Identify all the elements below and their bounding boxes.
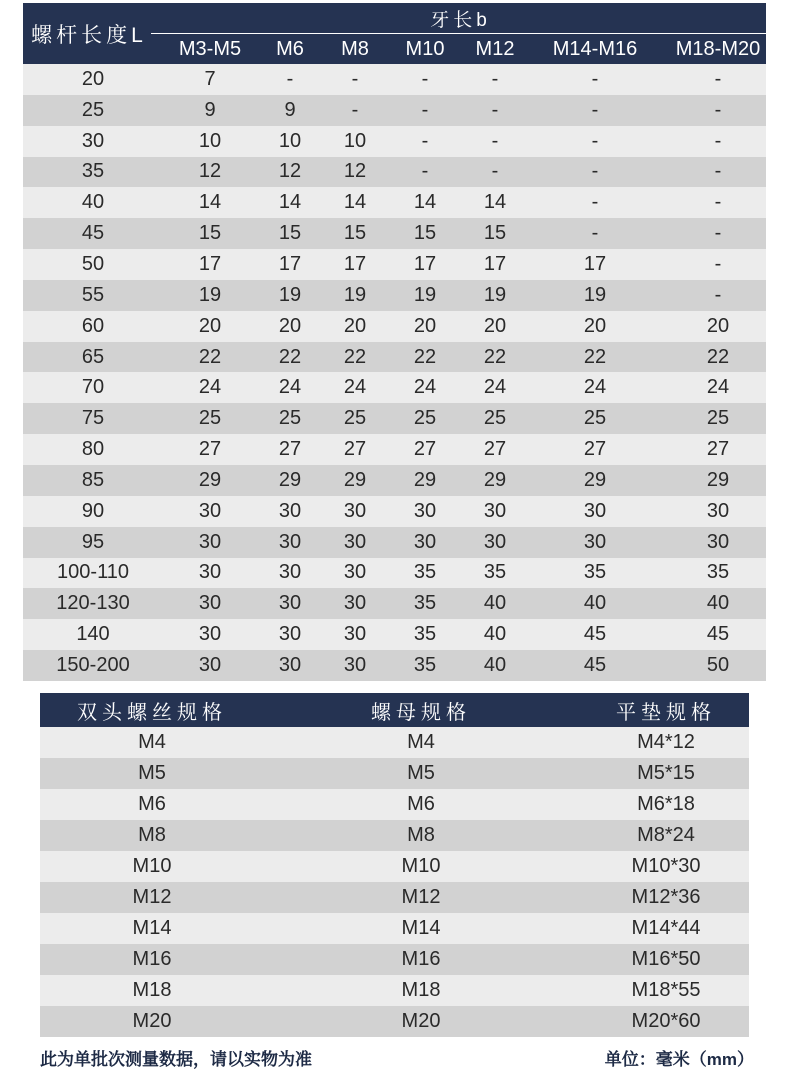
spec-cell: M5 bbox=[407, 762, 435, 784]
thread-length-table bbox=[23, 3, 766, 681]
unit-label: 单位：毫米（mm） bbox=[604, 1050, 754, 1069]
spec-cell: M18 bbox=[401, 979, 441, 1001]
thread-length-cell: 30 bbox=[343, 592, 367, 615]
thread-length-cell: 30 bbox=[198, 623, 222, 646]
thread-length-cell: 30 bbox=[343, 561, 367, 584]
length-cell: 60 bbox=[81, 314, 105, 337]
table-header bbox=[40, 693, 749, 727]
thread-length-cell: 30 bbox=[413, 530, 437, 553]
spec-cell: M20 bbox=[132, 1010, 172, 1032]
thread-length-cell: 20 bbox=[198, 314, 222, 337]
thread-length-cell: 10 bbox=[343, 129, 367, 152]
thread-length-cell: 19 bbox=[278, 283, 302, 306]
thread-length-cell: 22 bbox=[343, 345, 367, 368]
thread-length-cell: 45 bbox=[583, 653, 607, 676]
table-header bbox=[23, 3, 766, 64]
thread-length-cell: - bbox=[421, 98, 429, 121]
thread-length-cell: 9 bbox=[284, 98, 296, 121]
thread-length-cell: 12 bbox=[198, 160, 222, 183]
thread-length-cell: 22 bbox=[583, 345, 607, 368]
thread-length-cell: 30 bbox=[483, 530, 507, 553]
thread-length-cell: 29 bbox=[483, 468, 507, 491]
thread-length-cell: 17 bbox=[483, 252, 507, 275]
spec-cell: M8 bbox=[407, 824, 435, 846]
thread-length-cell: 17 bbox=[343, 252, 367, 275]
thread-length-cell: - bbox=[286, 67, 294, 90]
thread-length-cell: - bbox=[714, 98, 722, 121]
table-row bbox=[40, 1006, 749, 1037]
thread-length-cell: 20 bbox=[706, 314, 730, 337]
thread-length-cell: 45 bbox=[706, 623, 730, 646]
table-row bbox=[23, 126, 766, 157]
thread-length-cell: - bbox=[421, 160, 429, 183]
thread-length-cell: 12 bbox=[343, 160, 367, 183]
thread-length-cell: 17 bbox=[583, 252, 607, 275]
spec-cell: M16 bbox=[401, 948, 441, 970]
thread-length-cell: 27 bbox=[706, 438, 730, 461]
thread-length-cell: 24 bbox=[198, 376, 222, 399]
thread-length-cell: 20 bbox=[583, 314, 607, 337]
length-cell: 30 bbox=[81, 129, 105, 152]
thread-length-cell: - bbox=[421, 129, 429, 152]
spec-cell: M6 bbox=[407, 793, 435, 815]
thread-length-cell: 29 bbox=[706, 468, 730, 491]
thread-length-cell: 24 bbox=[483, 376, 507, 399]
thread-length-cell: 27 bbox=[413, 438, 437, 461]
thread-length-cell: 22 bbox=[706, 345, 730, 368]
thread-length-cell: 15 bbox=[278, 222, 302, 245]
thread-length-cell: - bbox=[591, 67, 599, 90]
spec-cell: M4 bbox=[138, 731, 166, 753]
length-cell: 50 bbox=[81, 252, 105, 275]
thread-length-cell: 25 bbox=[483, 407, 507, 430]
table-row bbox=[40, 882, 749, 913]
thread-length-cell: 22 bbox=[198, 345, 222, 368]
length-cell: 40 bbox=[81, 191, 105, 214]
length-header: 螺杆长度L bbox=[31, 23, 147, 47]
thread-length-cell: - bbox=[714, 191, 722, 214]
thread-length-cell: 24 bbox=[413, 376, 437, 399]
thread-length-cell: 25 bbox=[706, 407, 730, 430]
thread-length-cell: 27 bbox=[483, 438, 507, 461]
thread-length-cell: 30 bbox=[278, 653, 302, 676]
thread-length-cell: 19 bbox=[343, 283, 367, 306]
spec-cell: M10 bbox=[401, 855, 441, 877]
thread-length-cell: - bbox=[591, 98, 599, 121]
thread-length-cell: 40 bbox=[483, 623, 507, 646]
thread-length-cell: 24 bbox=[278, 376, 302, 399]
thread-length-cell: 14 bbox=[483, 191, 507, 214]
thread-length-cell: 20 bbox=[483, 314, 507, 337]
thread-length-cell: 30 bbox=[583, 530, 607, 553]
thread-length-cell: 20 bbox=[343, 314, 367, 337]
table-row bbox=[40, 789, 749, 820]
thread-length-cell: 30 bbox=[343, 623, 367, 646]
thread-length-cell: - bbox=[491, 129, 499, 152]
spec-cell: M12 bbox=[401, 886, 441, 908]
spec-cell: M18 bbox=[132, 979, 172, 1001]
thread-length-cell: 14 bbox=[278, 191, 302, 214]
table-row bbox=[23, 218, 766, 249]
thread-length-cell: 35 bbox=[706, 561, 730, 584]
column-header: M8 bbox=[341, 37, 369, 60]
thread-length-cell: 30 bbox=[343, 653, 367, 676]
spec-cell: M16 bbox=[132, 948, 172, 970]
length-cell: 45 bbox=[81, 222, 105, 245]
thread-length-cell: - bbox=[351, 67, 359, 90]
thread-length-cell: 30 bbox=[278, 561, 302, 584]
thread-length-cell: - bbox=[421, 67, 429, 90]
thread-length-cell: - bbox=[491, 98, 499, 121]
thread-length-cell: 35 bbox=[413, 561, 437, 584]
column-header: M18-M20 bbox=[675, 37, 761, 60]
column-header: M6 bbox=[276, 37, 304, 60]
table-body bbox=[23, 64, 766, 681]
thread-length-cell: 30 bbox=[198, 561, 222, 584]
thread-length-cell: 35 bbox=[413, 623, 437, 646]
length-cell: 20 bbox=[81, 67, 105, 90]
spec-cell: M18*55 bbox=[631, 979, 701, 1001]
spec-cell: M5*15 bbox=[637, 762, 695, 784]
thread-length-cell: 19 bbox=[198, 283, 222, 306]
thread-length-cell: 10 bbox=[278, 129, 302, 152]
thread-length-cell: 40 bbox=[706, 592, 730, 615]
thread-length-cell: 14 bbox=[198, 191, 222, 214]
length-cell: 120-130 bbox=[56, 592, 130, 615]
thread-length-cell: 35 bbox=[413, 653, 437, 676]
table-row bbox=[23, 496, 766, 527]
thread-length-cell: 30 bbox=[483, 499, 507, 522]
thread-length-cell: 22 bbox=[413, 345, 437, 368]
thread-length-cell: 27 bbox=[583, 438, 607, 461]
table-row bbox=[40, 758, 749, 789]
spec-cell: M16*50 bbox=[631, 948, 701, 970]
table-row bbox=[23, 650, 766, 681]
spec-cell: M20 bbox=[401, 1010, 441, 1032]
thread-length-cell: 9 bbox=[204, 98, 216, 121]
thread-length-cell: 30 bbox=[198, 530, 222, 553]
length-cell: 75 bbox=[81, 407, 105, 430]
table-row bbox=[23, 342, 766, 373]
thread-length-cell: - bbox=[351, 98, 359, 121]
spec-cell: M8 bbox=[138, 824, 166, 846]
thread-length-cell: 45 bbox=[583, 623, 607, 646]
thread-length-cell: - bbox=[591, 129, 599, 152]
thread-length-cell: 14 bbox=[343, 191, 367, 214]
thread-length-cell: 30 bbox=[343, 499, 367, 522]
column-header: 双头螺丝规格 bbox=[77, 701, 227, 724]
spec-cell: M10*30 bbox=[631, 855, 701, 877]
thread-length-cell: - bbox=[714, 252, 722, 275]
thread-length-cell: 22 bbox=[483, 345, 507, 368]
thread-length-cell: 30 bbox=[278, 592, 302, 615]
spec-cell: M12*36 bbox=[631, 886, 701, 908]
thread-length-cell: 12 bbox=[278, 160, 302, 183]
thread-length-cell: 29 bbox=[343, 468, 367, 491]
column-header: 螺母规格 bbox=[371, 701, 471, 724]
length-cell: 80 bbox=[81, 438, 105, 461]
thread-length-cell: 25 bbox=[343, 407, 367, 430]
column-header: M12 bbox=[475, 37, 515, 60]
thread-length-cell: 15 bbox=[413, 222, 437, 245]
spec-cell: M12 bbox=[132, 886, 172, 908]
thread-length-cell: - bbox=[714, 67, 722, 90]
thread-length-cell: 25 bbox=[198, 407, 222, 430]
thread-length-cell: 50 bbox=[706, 653, 730, 676]
table-row bbox=[23, 187, 766, 218]
table-row bbox=[23, 434, 766, 465]
thread-length-cell: 30 bbox=[198, 499, 222, 522]
thread-length-cell: 22 bbox=[278, 345, 302, 368]
spec-cell: M14 bbox=[132, 917, 172, 939]
thread-length-cell: 25 bbox=[278, 407, 302, 430]
spec-cell: M8*24 bbox=[637, 824, 695, 846]
thread-length-cell: 29 bbox=[413, 468, 437, 491]
table-row bbox=[40, 944, 749, 975]
length-cell: 65 bbox=[81, 345, 105, 368]
thread-length-cell: 19 bbox=[483, 283, 507, 306]
table-row bbox=[23, 403, 766, 434]
thread-length-cell: 17 bbox=[198, 252, 222, 275]
thread-length-cell: 30 bbox=[278, 499, 302, 522]
thread-length-cell: 30 bbox=[706, 499, 730, 522]
table-row bbox=[23, 249, 766, 280]
spec-cell: M10 bbox=[132, 855, 172, 877]
table-row bbox=[40, 913, 749, 944]
table-row bbox=[23, 527, 766, 558]
table-row bbox=[23, 465, 766, 496]
thread-length-cell: 35 bbox=[413, 592, 437, 615]
thread-length-cell: 30 bbox=[343, 530, 367, 553]
thread-length-cell: 29 bbox=[198, 468, 222, 491]
thread-length-cell: 25 bbox=[413, 407, 437, 430]
thread-length-cell: 17 bbox=[278, 252, 302, 275]
thread-length-cell: 30 bbox=[706, 530, 730, 553]
footer-note: 此为单批次测量数据，请以实物为准 bbox=[40, 1050, 312, 1069]
thread-length-cell: 25 bbox=[583, 407, 607, 430]
thread-length-cell: - bbox=[591, 160, 599, 183]
column-header: M3-M5 bbox=[178, 37, 242, 60]
length-cell: 70 bbox=[81, 376, 105, 399]
thread-length-cell: 15 bbox=[198, 222, 222, 245]
thread-length-cell: 24 bbox=[583, 376, 607, 399]
spec-cell: M4*12 bbox=[637, 731, 695, 753]
thread-length-cell: - bbox=[714, 222, 722, 245]
thread-length-cell: 20 bbox=[278, 314, 302, 337]
thread-length-cell: - bbox=[714, 160, 722, 183]
thread-length-cell: 30 bbox=[198, 653, 222, 676]
length-cell: 140 bbox=[76, 623, 110, 646]
thread-length-cell: 19 bbox=[583, 283, 607, 306]
spec-cell: M6*18 bbox=[637, 793, 695, 815]
length-cell: 90 bbox=[81, 499, 105, 522]
thread-length-cell: 40 bbox=[483, 653, 507, 676]
length-cell: 35 bbox=[81, 160, 105, 183]
table-row bbox=[40, 975, 749, 1006]
table-row bbox=[40, 727, 749, 758]
thread-length-cell: - bbox=[491, 160, 499, 183]
length-cell: 100-110 bbox=[57, 561, 129, 584]
thread-length-cell: - bbox=[714, 283, 722, 306]
thread-length-cell: 30 bbox=[413, 499, 437, 522]
thread-length-cell: - bbox=[714, 129, 722, 152]
thread-length-cell: 35 bbox=[583, 561, 607, 584]
thread-length-cell: 24 bbox=[706, 376, 730, 399]
thread-length-cell: 7 bbox=[204, 67, 216, 90]
table-row bbox=[23, 619, 766, 650]
table-row bbox=[23, 588, 766, 619]
spec-cell: M4 bbox=[407, 731, 435, 753]
spec-cell: M14 bbox=[401, 917, 441, 939]
thread-length-cell: 29 bbox=[278, 468, 302, 491]
thread-length-cell: 20 bbox=[413, 314, 437, 337]
column-header: M10 bbox=[405, 37, 445, 60]
thread-length-cell: 27 bbox=[343, 438, 367, 461]
thread-length-cell: 27 bbox=[198, 438, 222, 461]
spec-cell: M14*44 bbox=[631, 917, 701, 939]
length-cell: 95 bbox=[81, 530, 105, 553]
column-header: M14-M16 bbox=[552, 37, 638, 60]
thread-length-cell: 40 bbox=[583, 592, 607, 615]
table-row bbox=[23, 95, 766, 126]
thread-length-cell: - bbox=[491, 67, 499, 90]
table-row bbox=[23, 558, 766, 589]
length-cell: 85 bbox=[81, 468, 105, 491]
spec-cell: M6 bbox=[138, 793, 166, 815]
table-body bbox=[40, 727, 749, 1037]
spec-cell: M20*60 bbox=[631, 1010, 701, 1032]
thread-length-cell: 35 bbox=[483, 561, 507, 584]
matching-spec-table bbox=[40, 693, 749, 1037]
thread-length-cell: 27 bbox=[278, 438, 302, 461]
thread-length-cell: - bbox=[591, 191, 599, 214]
thread-length-cell: 15 bbox=[483, 222, 507, 245]
size-column-headers bbox=[23, 34, 766, 64]
length-cell: 25 bbox=[81, 98, 105, 121]
length-cell: 55 bbox=[81, 283, 105, 306]
thread-length-cell: 30 bbox=[278, 623, 302, 646]
table-row bbox=[23, 64, 766, 95]
thread-length-header: 牙长b bbox=[430, 10, 491, 31]
table-row bbox=[40, 851, 749, 882]
table-row bbox=[23, 157, 766, 188]
table-row bbox=[23, 311, 766, 342]
thread-length-cell: 10 bbox=[198, 129, 222, 152]
thread-length-cell: 19 bbox=[413, 283, 437, 306]
thread-length-cell: 17 bbox=[413, 252, 437, 275]
thread-length-cell: 40 bbox=[483, 592, 507, 615]
length-cell: 150-200 bbox=[56, 653, 130, 676]
column-header: 平垫规格 bbox=[616, 701, 716, 724]
spec-cell: M5 bbox=[138, 762, 166, 784]
table-row bbox=[23, 372, 766, 403]
thread-length-cell: - bbox=[591, 222, 599, 245]
thread-length-cell: 29 bbox=[583, 468, 607, 491]
thread-length-cell: 30 bbox=[583, 499, 607, 522]
thread-length-cell: 30 bbox=[198, 592, 222, 615]
thread-length-cell: 30 bbox=[278, 530, 302, 553]
thread-length-cell: 24 bbox=[343, 376, 367, 399]
thread-length-cell: 14 bbox=[413, 191, 437, 214]
thread-length-cell: 15 bbox=[343, 222, 367, 245]
table-row bbox=[23, 280, 766, 311]
table-row bbox=[40, 820, 749, 851]
